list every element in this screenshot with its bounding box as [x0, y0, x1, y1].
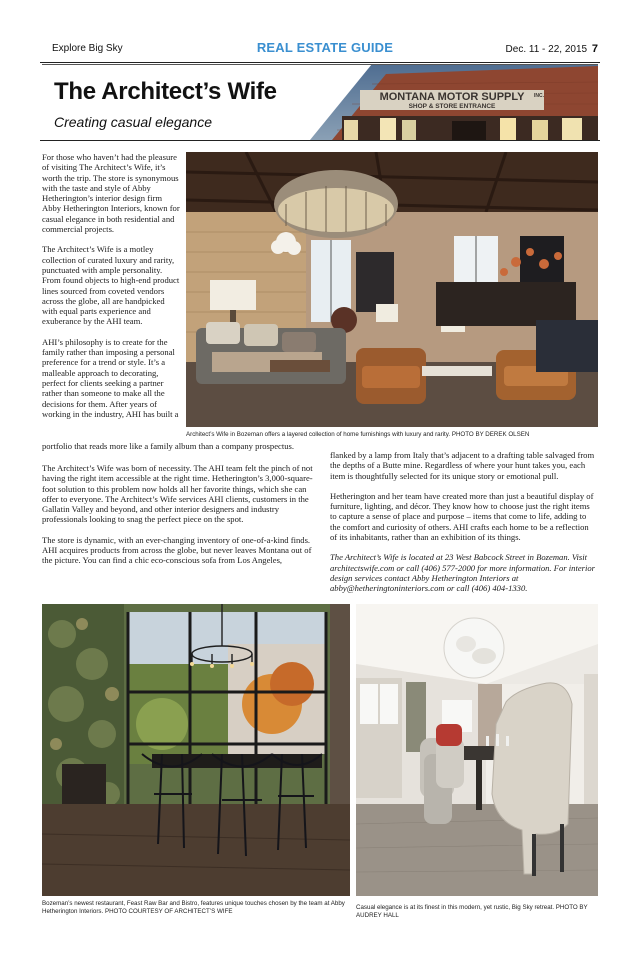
dining-room-photo [356, 604, 598, 896]
title-block [54, 78, 277, 130]
article-title: The Architect’s Wife [54, 78, 277, 105]
article-subtitle: Creating casual elegance [54, 114, 212, 130]
sign-text-line2: SHOP & STORE ENTRANCE [408, 103, 496, 110]
title-rule [40, 140, 600, 141]
header-rule [40, 62, 600, 63]
store-interior-photo [186, 152, 598, 427]
store-contact-info: The Architect’s Wife is located at 23 West Babcock Street in Bozeman. Visit architectswife.com or call (406) 577-2000 for more information. For interior design services contact Abby Hetherington Interiors at abby@hetheringtoninteriors.com or call (406) 404-1330. [330, 552, 596, 594]
text-column-left [42, 152, 182, 419]
caption-restaurant-photo: Bozeman’s newest restaurant, Feast Raw Bar and Bistro, features unique touches chosen by the team at Abby Hetherington Interiors. PHOTO COURTESY OF ARCHITECT’S WIFE [42, 900, 345, 915]
title-band [42, 64, 598, 140]
paragraph-1: For those who haven’t had the pleasure of visiting The Architect’s Wife, it’s worth the trip. The store is synonymous with the taste and style of Abby Hetherington’s interior design firm Abby Hetherington Interiors, known for casual elegance in both residential and commercial projects. [42, 152, 180, 235]
caption-main-photo: Architect’s Wife in Bozeman offers a layered collection of home furnishings with luxury and rarity. PHOTO BY DEREK OLSEN [186, 431, 530, 438]
restaurant-photo [42, 604, 350, 896]
publication-name: Explore Big Sky [52, 43, 123, 54]
running-header [52, 40, 598, 60]
sign-text-inc: INC. [534, 93, 544, 99]
page-number: 7 [591, 43, 598, 55]
paragraph-2: The Architect’s Wife is a motley collection of curated luxury and rarity, punctuated with ample personality. From found objects to high-end product lines sourced from coveted vendors across the globe, all are handpicked with equal parts experience and exuberance by the AHI team. [42, 244, 180, 327]
text-column-right [330, 450, 596, 604]
issue-date-and-page [506, 43, 598, 55]
issue-date: Dec. 11 - 22, 2015 [505, 44, 588, 55]
paragraph-7: Hetherington and her team have created more than just a beautiful display of furniture, lighting, and décor. They know how to choose just the right items to capture a sense of place and purpose – items that come to life, adding to the comfort and curiosity of others. AHI crafts each home to be a reflection of its inhabitants, rather than an exhibition of its things. [330, 490, 594, 543]
paragraph-3a: AHI’s philosophy is to create for the family rather than imposing a personal preference for a trend or style. It’s a malleable approach to decorating, perfect for clients seeking a partner rather than someone to make all the decisions for them. After years of working in the industry, AHI has built a [42, 336, 179, 419]
section-title: REAL ESTATE GUIDE [256, 40, 394, 55]
paragraph-6: flanked by a lamp from Italy that’s adjacent to a drafting table salvaged from the depths of a Butte mine. Regardless of where your hunt takes you, each item is thoughtfully selected for its unique story or emotional pull. [330, 450, 595, 481]
sign-text-line1: MONTANA MOTOR SUPPLY [379, 91, 525, 103]
caption-dining-room-photo: Casual elegance is at its finest in this modern, yet rustic, Big Sky retreat. PHOTO BY AUDREY HALL [356, 904, 588, 919]
paragraph-3b-block [42, 441, 322, 451]
text-column-middle [42, 463, 322, 576]
paragraph-4: The Architect’s Wife was born of necessity. The AHI team felt the pinch of not having the right item accessible at the right time. Hetherington’s 3,000-square-foot solution to this problem now holds all her favorite things, which she can offer to everyone. The Architect’s Wife services AHI clients, customers in the Gallatin Valley and beyond, and other interior designers and industry professionals looking to snag the perfect piece on the spot. [42, 463, 313, 525]
paragraph-5: The store is dynamic, with an ever-changing inventory of one-of-a-kind finds. AHI acquires products from across the globe, but never leaves Montana out of the picture. You can find a chic eco-conscious sofa from Los Angeles, [42, 534, 312, 566]
paragraph-3b: portfolio that reads more like a family album than a company prospectus. [42, 441, 295, 451]
